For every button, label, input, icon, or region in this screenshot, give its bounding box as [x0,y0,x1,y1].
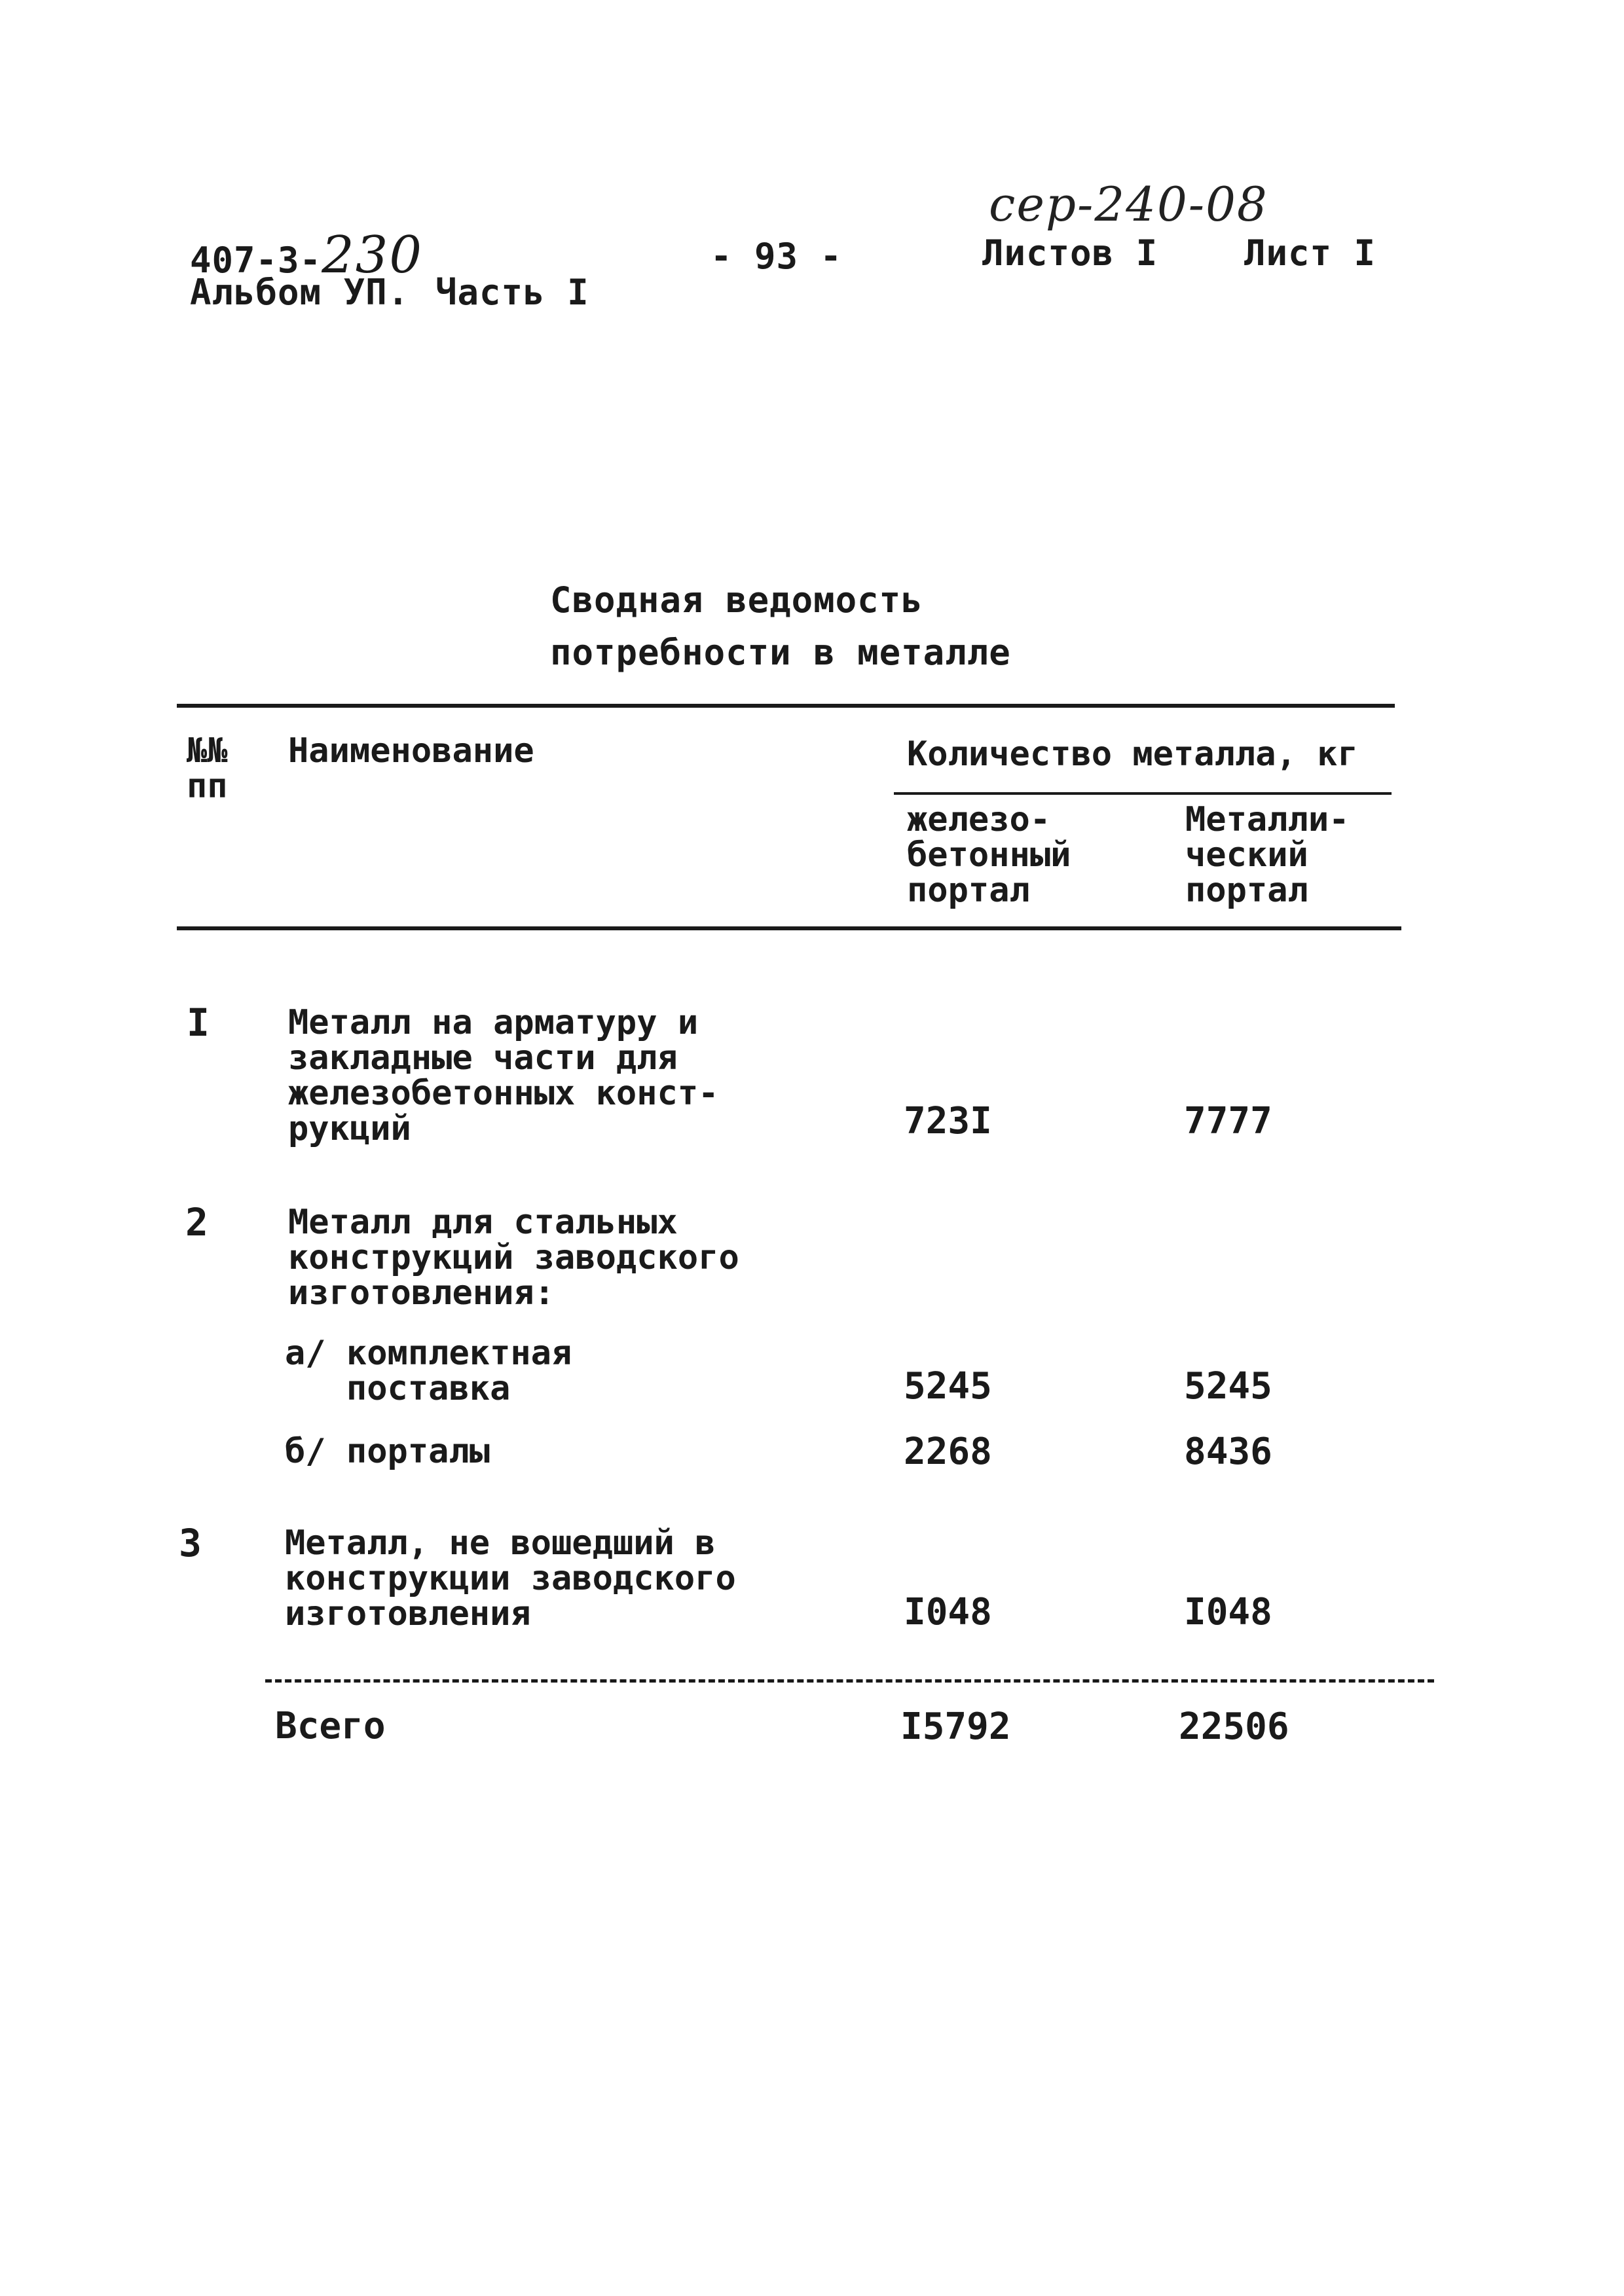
doc-code-handwritten: 230 [322,226,423,285]
sheet-number: Лист I [1244,232,1376,274]
row-2b-value-1: 2268 [904,1430,992,1473]
row-2a-value-1: 5245 [904,1365,992,1408]
doc-code-prefix: 407-3- [190,240,322,281]
header-num: №№ пп [187,731,228,806]
total-label: Всего [275,1705,386,1747]
handwritten-mark: сер-240-08 [989,177,1268,232]
album-label: Альбом УП. [190,272,410,313]
header-qty: Количество металла, кг [907,735,1358,774]
row-2a-value-2: 5245 [1184,1365,1272,1408]
table-top-rule [177,704,1395,708]
row-1-name: Металл на арматуру и закладные части для железобетонных конст- рукций [288,1003,719,1148]
header-bottom-rule [177,926,1401,930]
row-1-value-2: 7777 [1184,1100,1272,1142]
row-2b-value-2: 8436 [1184,1430,1272,1473]
sheets-total: Листов I [982,232,1158,274]
row-3-name: Металл, не вошедший в конструкции заводского изготовления [285,1523,736,1633]
row-3-value-1: I048 [904,1591,992,1633]
row-3-value-2: I048 [1184,1591,1272,1633]
row-2a-name: а/ комплектная поставка [285,1334,572,1408]
total-value-2: 22506 [1179,1705,1289,1748]
total-value-1: I5792 [900,1705,1011,1748]
title-line-1: Сводная ведомость [550,579,923,621]
header-name: Наименование [288,731,534,771]
row-1-num: I [187,1000,210,1045]
title-line-2: потребности в металле [550,632,1011,673]
row-2-num: 2 [185,1200,208,1245]
header-col-1: железо- бетонный портал [907,800,1071,910]
header-col-2: Металли- ческий портал [1185,800,1350,910]
page-number: - 93 - [710,236,843,277]
row-2b-name: б/ порталы [285,1432,490,1471]
header-qty-rule [894,792,1392,795]
part-label: Часть I [435,272,589,313]
row-3-num: 3 [179,1521,202,1565]
row-1-value-1: 723I [904,1100,992,1142]
row-2-name: Металл для стальных конструкций заводского изготовления: [288,1203,739,1313]
total-rule [265,1679,1434,1683]
